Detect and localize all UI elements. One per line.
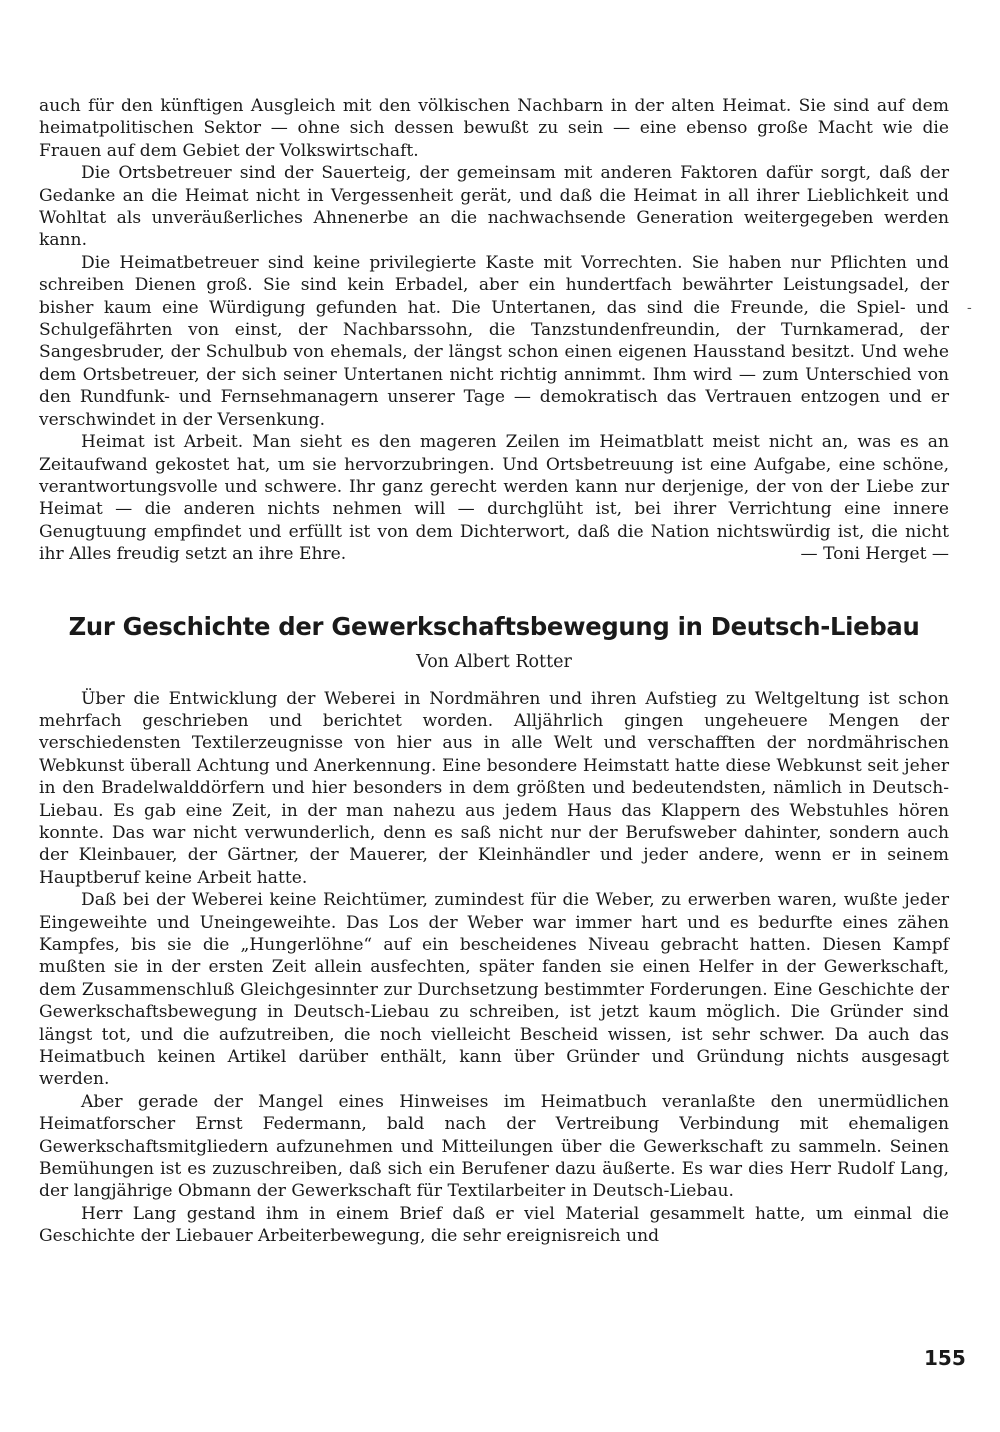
article-title: Zur Geschichte der Gewerkschaftsbewegung in Deutsch-Liebau (68, 611, 920, 641)
prev-paragraph-4 (39, 431, 949, 565)
page-content (39, 95, 949, 1248)
article-paragraph-3: Aber gerade der Mangel eines Hinweises im Heimatbuch veranlaßte den unermüdlichen Heimatforscher Ernst Federmann, bald nach der Vertreibung Verbindung mit ehemaligen Gewerkschaftsmitgliedern aufzunehmen und Mitteilungen über die Gewerkschaft zu sammeln. Seinen Bemühungen ist es zuzuschreiben, daß sich ein Berufener dazu äußerte. Es war dies Herr Rudolf Lang, der langjährige Obmann der Gewerkschaft für Textilarbeiter in Deutsch-Liebau. (39, 1091, 949, 1202)
prev-paragraph-4-text: Heimat ist Arbeit. Man sieht es den mageren Zeilen im Heimatblatt meist nicht an, was es an Zeitaufwand gekostet hat, um sie hervorzubringen. Und Ortsbetreuung ist eine Aufgabe, eine schöne, verantwortungsvolle und schwere. Ihr ganz gerecht werden kann nur derjenige, der von der Liebe zur Heimat — die anderen nichts nehmen will — durchglüht ist, bei ihrer Verrichtung eine innere Genugtuung empfindet und erfüllt ist von dem Dichterwort, daß die Nation nichtswürdig ist, die nicht ihr Alles freudig setzt an ihre Ehre. (39, 432, 949, 565)
author-signature: — Toni Herget — (800, 544, 949, 565)
article-paragraph-4: Herr Lang gestand ihm in einem Brief daß er viel Material gesammelt hatte, um einmal die Geschichte der Liebauer Arbeiterbewegung, die sehr ereignisreich und (39, 1203, 949, 1247)
page-number: 155 (924, 1346, 966, 1370)
previous-article (39, 95, 949, 566)
article-byline: Von Albert Rotter (416, 651, 572, 672)
article-paragraph-2: Daß bei der Weberei keine Reichtümer, zumindest für die Weber, zu erwerben waren, wußte jeder Eingeweihte und Uneingeweihte. Das Los der Weber war immer hart und es bedurfte eines zähen Kampfes, bis sie die „Hungerlöhne“ auf ein bescheidenes Niveau gebracht hatten. Diesen Kampf mußten sie in der ersten Zeit allein ausfechten, später fanden sie einen Helfer in der Gewerkschaft, dem Zusammenschluß Gleichgesinnter zur Durchsetzung bestimmter Forderungen. Eine Geschichte der Gewerkschaftsbewegung in Deutsch-Liebau zu schreiben, ist jetzt kaum möglich. Die Gründer sind längst tot, und die aufzutreiben, die noch vielleicht Bescheid wissen, ist sehr schwer. Da auch das Heimatbuch keinen Artikel darüber enthält, kann über Gründer und Gründung nichts ausgesagt werden. (39, 890, 949, 1090)
article-paragraph-1: Über die Entwicklung der Weberei in Nordmähren und ihren Aufstieg zu Weltgeltung ist schon mehrfach geschrieben und berichtet worden. Alljährlich gingen ungeheuere Mengen der verschiedensten Textilerzeugnisse von hier aus in alle Welt und verschafften der nordmährischen Webkunst überall Achtung und Anerkennung. Eine besondere Heimstatt hatte diese Webkunst seit jeher in den Bradelwalddörfern und hier besonders in dem größten und bedeutendsten, nämlich in Deutsch-Liebau. Es gab eine Zeit, in der man nahezu aus jedem Haus das Klappern des Webstuhles hören konnte. Das war nicht verwunderlich, denn es saß nicht nur der Berufsweber dahinter, sondern auch der Kleinbauer, der Gärtner, der Mauerer, der Kleinhändler und jeder andere, wenn er in seinem Hauptberuf keine Arbeit hatte. (39, 688, 949, 888)
prev-paragraph-1: auch für den künftigen Ausgleich mit den völkischen Nachbarn in der alten Heimat. Sie sind auf dem heimatpolitischen Sektor — ohne sich dessen bewußt zu sein — eine ebenso große Macht wie die Frauen auf dem Gebiet der Volkswirtschaft. (39, 96, 949, 161)
margin-dash-mark: - (967, 300, 972, 316)
prev-paragraph-2: Die Ortsbetreuer sind der Sauerteig, der gemeinsam mit anderen Faktoren dafür sorgt, daß der Gedanke an die Heimat nicht in Vergessenheit gerät, und daß die Heimat in all ihrer Lieblichkeit und Wohltat als unveräußerliches Ahnenerbe an die nachwachsende Generation weitergegeben werden kann. (39, 163, 949, 251)
prev-paragraph-3: Die Heimatbetreuer sind keine privilegierte Kaste mit Vorrechten. Sie haben nur Pflichten und schreiben Dienen groß. Sie sind kein Erbadel, aber ein hundertfach bewährter Leistungsadel, der bisher kaum eine Würdigung gefunden hat. Die Untertanen, das sind die Freunde, die Spiel- und Schulgefährten von einst, der Nachbarssohn, die Tanzstundenfreundin, der Turnkamerad, der Sangesbruder, der Schulbub von ehemals, der längst schon einen eigenen Hausstand besitzt. Und wehe dem Ortsbetreuer, der sich seiner Untertanen nicht richtig annimmt. Ihm wird — zum Unterschied von den Rundfunk- und Fernsehmanagern unserer Tage — demokratisch das Vertrauen entzogen und er verschwindet in der Versenkung. (39, 252, 949, 430)
article-body (39, 688, 949, 1248)
